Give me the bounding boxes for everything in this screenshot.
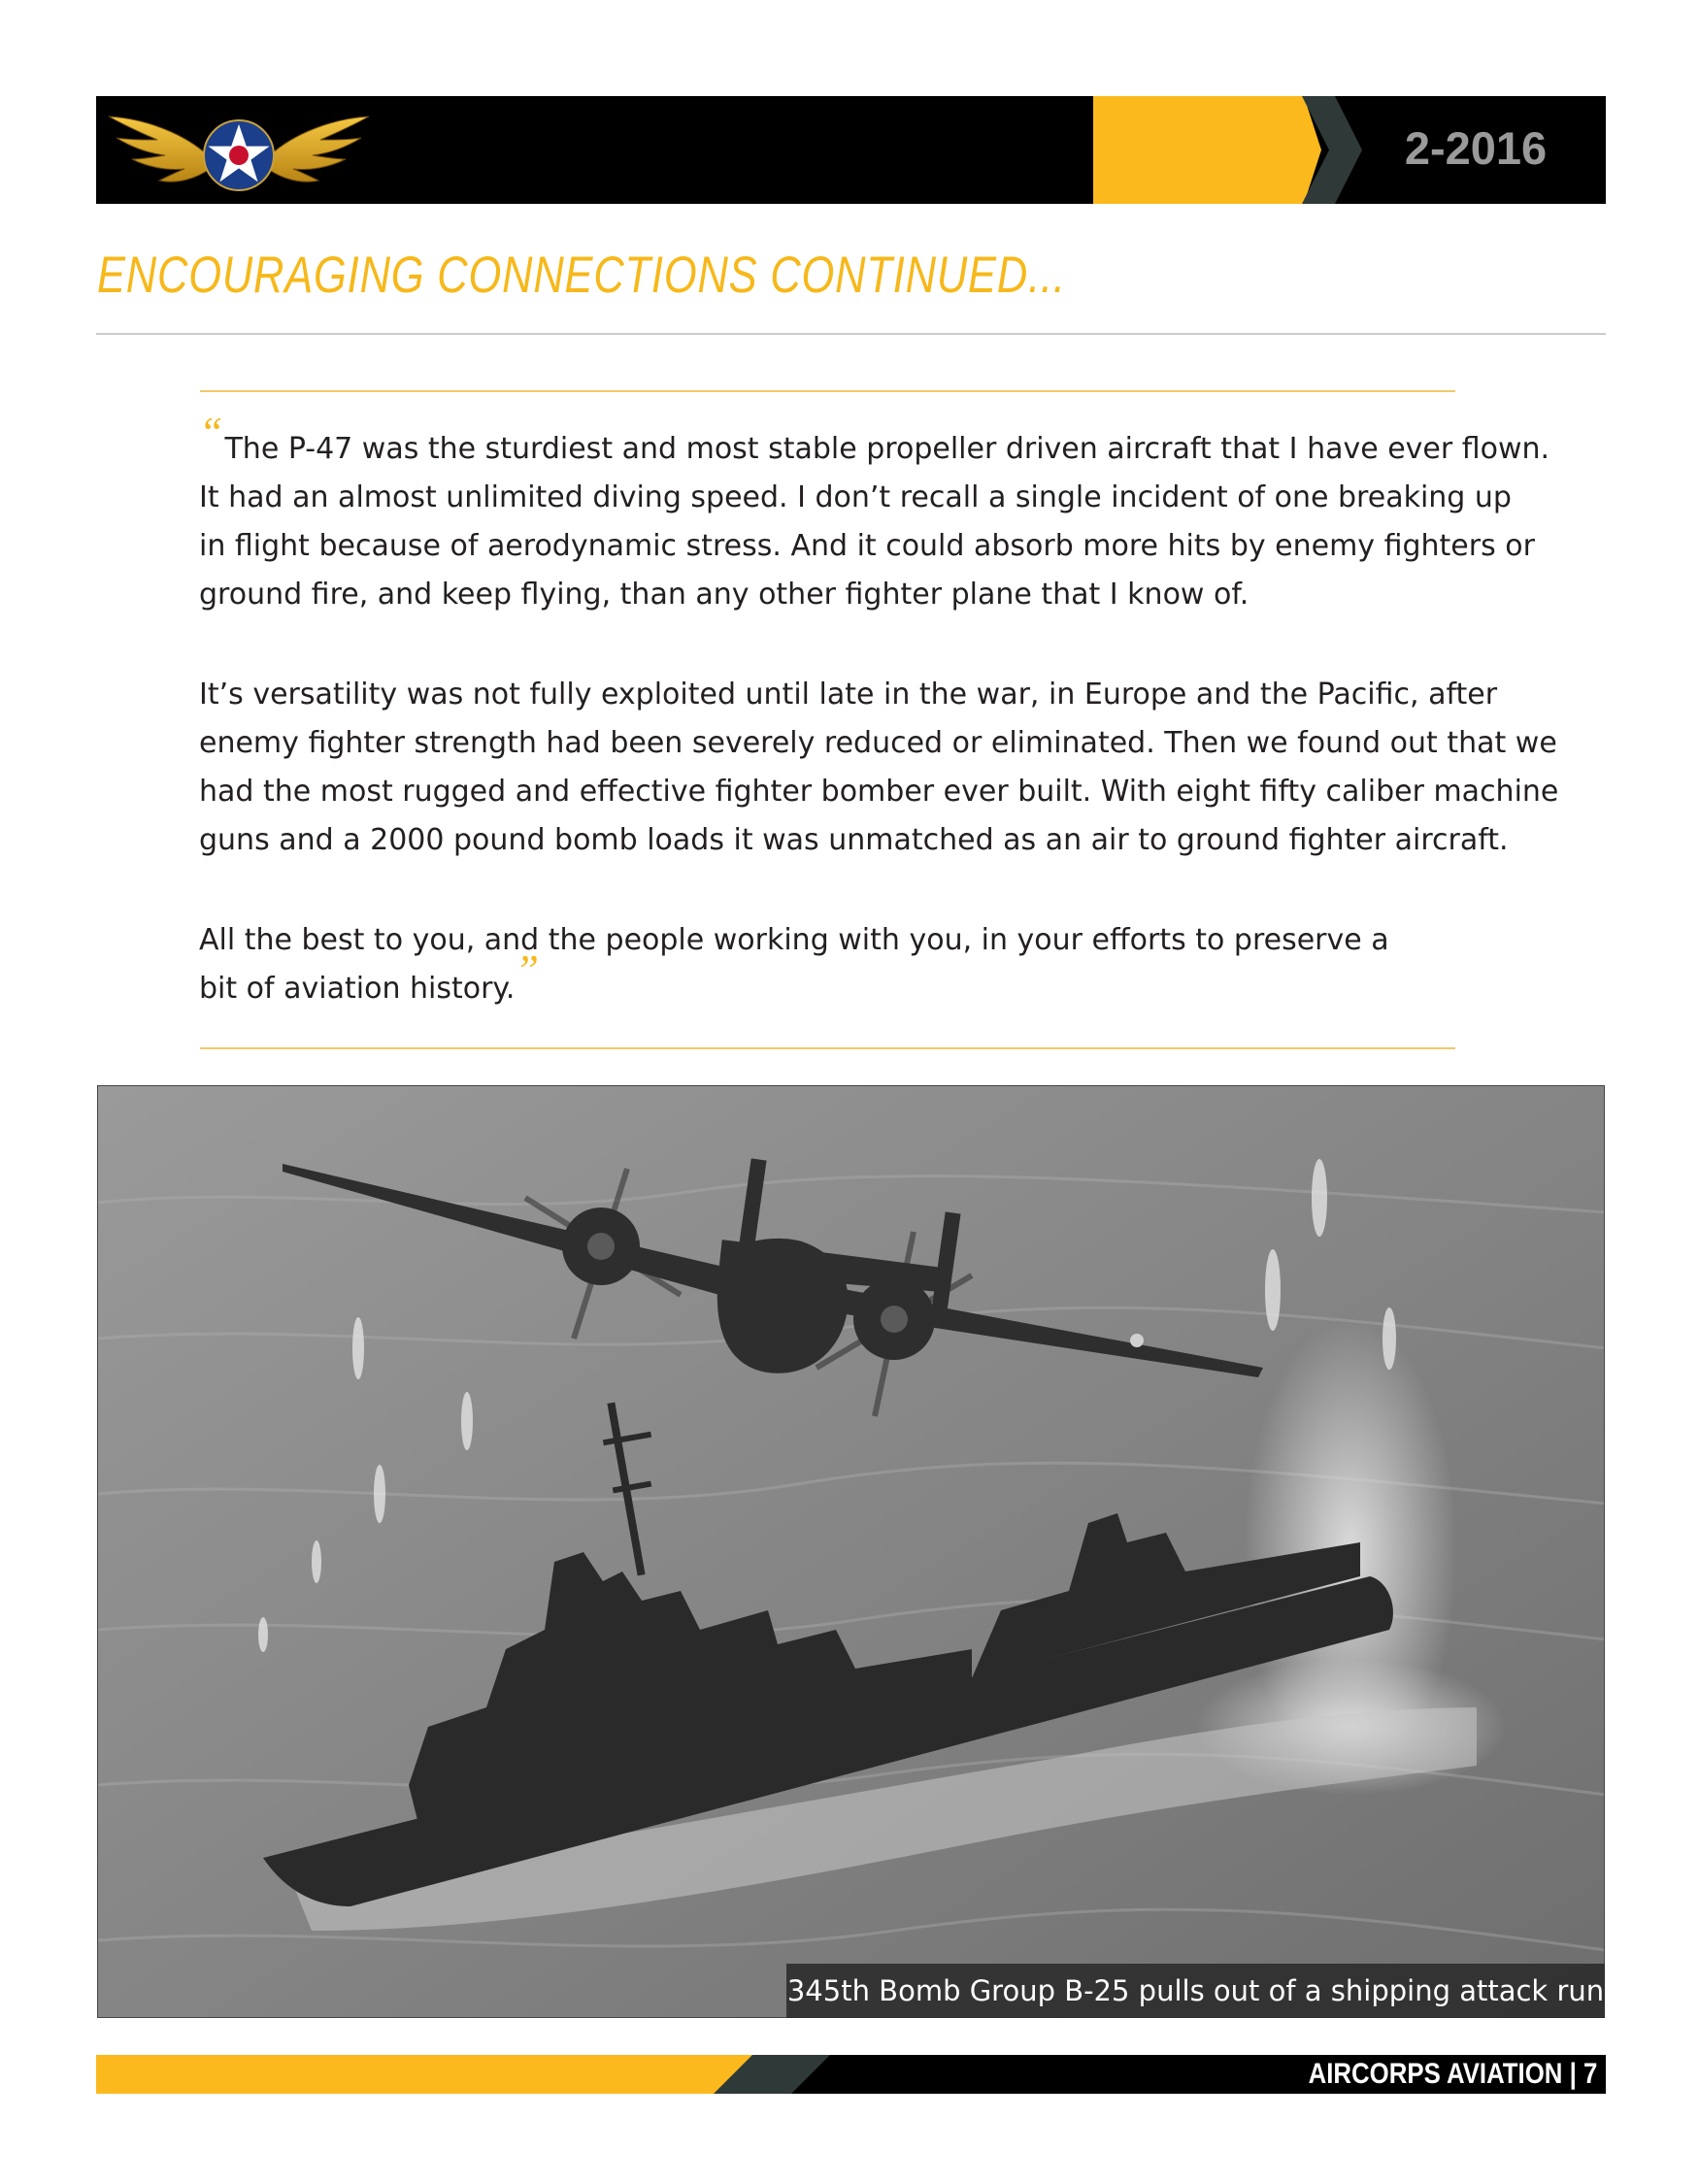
quote-line: It’s versatility was not fully exploited until late in the war, in Europe and the Pacific, after: [199, 678, 1498, 711]
quote-line: guns and a 2000 pound bomb loads it was unmatched as an air to ground fighter aircraft.: [199, 823, 1509, 857]
quote-line: enemy fighter strength had been severely reduced or eliminated. Then we found out that we: [199, 726, 1557, 760]
quote-top-rule: [200, 390, 1455, 392]
quote-paragraph-2: [199, 671, 1559, 865]
pull-quote: [199, 409, 1559, 1065]
quote-paragraph-3: [199, 916, 1471, 1013]
quote-line: The P-47 was the sturdiest and most stable propeller driven aircraft that I have ever flown.: [224, 432, 1550, 466]
issue-number: 2-2016: [1404, 122, 1548, 174]
section-title: ENCOURAGING CONNECTIONS CONTINUED...: [97, 247, 1066, 304]
footer-accent-stripe: [96, 2055, 776, 2094]
quote-line: bit of aviation history.: [199, 972, 516, 1006]
winged-star-roundel-icon: [107, 105, 371, 196]
open-quote-mark: “: [199, 409, 223, 456]
title-divider: [96, 333, 1606, 335]
photo-caption-text: 345th Bomb Group B-25 pulls out of a shipping attack run: [786, 1974, 1605, 2007]
quote-paragraph-1: [199, 409, 1550, 619]
quote-bottom-rule: [200, 1047, 1455, 1049]
photo-caption: [786, 1964, 1605, 2018]
quote-line: All the best to you, and the people working with you, in your efforts to preserve a: [199, 923, 1389, 957]
close-quote-mark: ”: [515, 946, 539, 994]
quote-line: had the most rugged and effective fighter bomber ever built. With eight fifty caliber machine: [199, 775, 1559, 809]
header-accent-stripe: [1093, 96, 1321, 204]
quote-line: It had an almost unlimited diving speed. I don’t recall a single incident of one breaking up: [199, 480, 1512, 514]
quote-line: in flight because of aerodynamic stress. And it could absorb more hits by enemy fighters or: [199, 529, 1535, 563]
b25-attack-photo: [97, 1085, 1605, 2018]
quote-line: ground fire, and keep flying, than any other fighter plane that I know of.: [199, 578, 1249, 612]
footer-publication-page: AIRCORPS AVIATION | 7: [1308, 2058, 1598, 2090]
